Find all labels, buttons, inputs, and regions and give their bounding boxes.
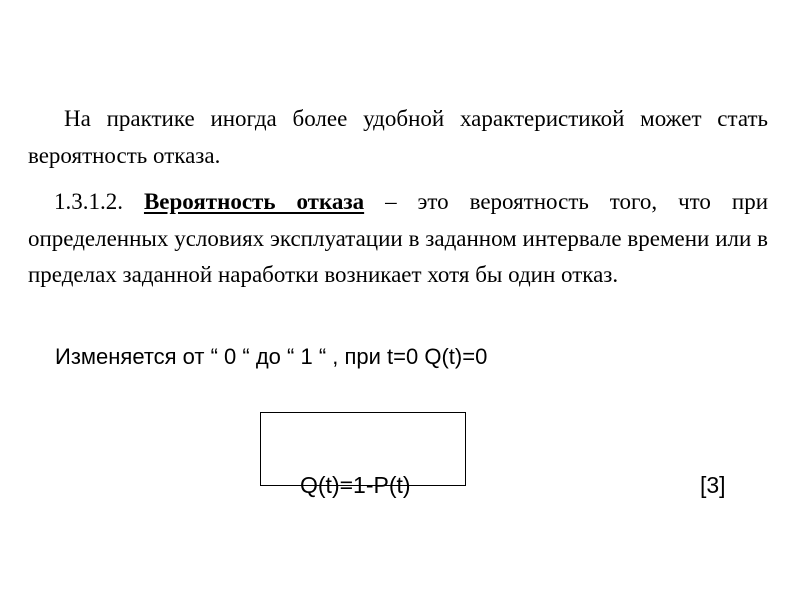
definition-paragraph <box>28 184 768 294</box>
definition-term: Вероятность отказа <box>143 189 365 214</box>
intro-text: На практике иногда более удобной характеристикой может стать вероятность отказа. <box>28 106 768 168</box>
formula-reference: [3] <box>700 472 726 498</box>
intro-paragraph <box>28 101 768 174</box>
definition-number: 1.3.1.2. <box>54 189 123 214</box>
formula-expression: Q(t)=1-P(t) <box>300 472 411 498</box>
definition-text: – это вероятность того, что при определенных условиях эксплуатации в заданном интервале времени или в пределах заданной наработки возникает хотя бы один отказ. <box>28 189 769 287</box>
range-note: Изменяется от “ 0 “ до “ 1 “ , при t=0 Q(t)=0 <box>55 344 488 369</box>
